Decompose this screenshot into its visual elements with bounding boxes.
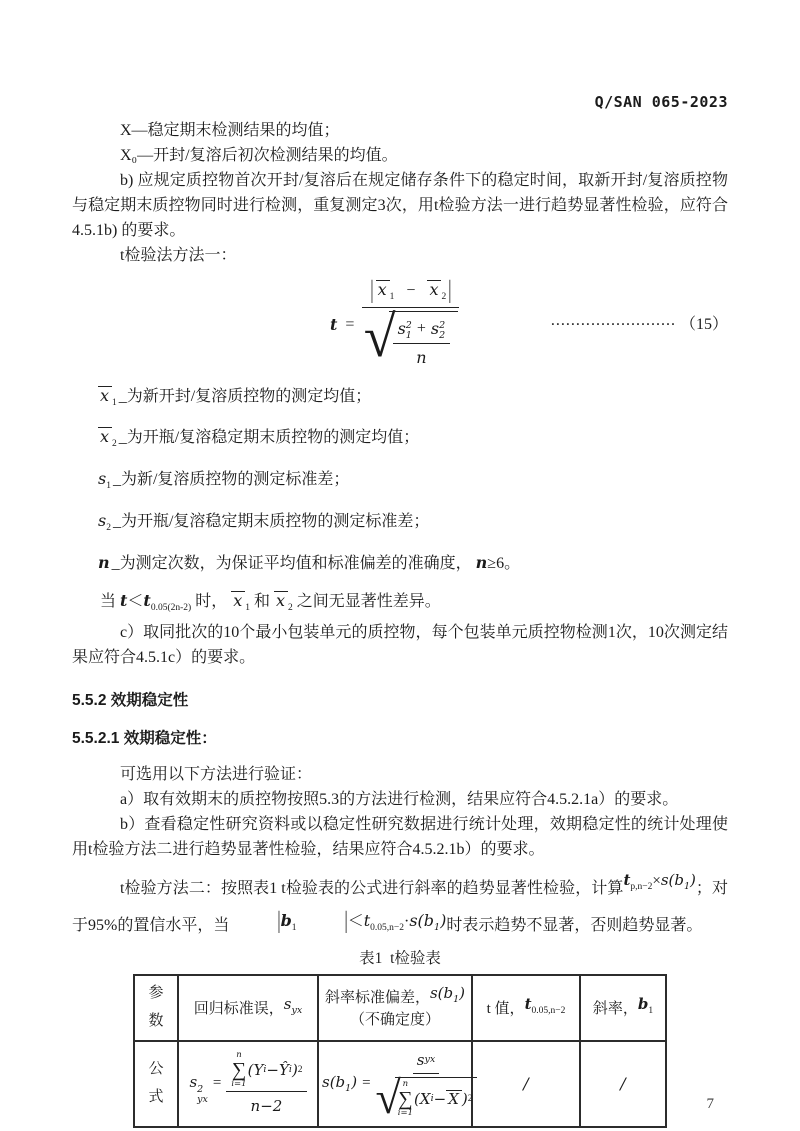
definition-s1: $s_1$ _为新/复溶质控物的测定标准差； — [98, 469, 350, 492]
paragraph-x-mean: X—稳定期末检测结果的均值； — [120, 122, 340, 139]
dotted-leader: ························· — [550, 316, 676, 331]
fraction — [362, 278, 459, 370]
equals-sign: = — [212, 1075, 222, 1092]
denominator-sqrt — [363, 304, 458, 370]
x2-bar: x — [427, 280, 441, 299]
cell-syx-formula: s 2 yx = n ∑ i=1 ( Y i − Ŷ i ) 2 n−2 — [178, 1041, 318, 1127]
var-s2: s — [98, 511, 107, 530]
definition-x1: x $_1$ _为新开封/复溶质控物的测定均值； — [100, 386, 372, 409]
paragraph-verify: 可选用以下方法进行验证： — [120, 766, 313, 783]
radical-sign: √ — [375, 1072, 401, 1123]
numerator-abs-x1-minus-x2: | x $_1$ − x $_2$ | — [362, 278, 459, 308]
square-root — [375, 1072, 477, 1123]
less-than-sign: ＜ — [127, 593, 144, 610]
radical-sign: √ — [363, 304, 396, 369]
header-cell-syx: 回归标准误，$s_{yx}$ — [178, 975, 318, 1041]
var-t-crit: t — [143, 591, 151, 610]
inline-math-b1-criterion: $|b_1$ $|<t_{0.05,n-2}\cdot s(b_1)$ — [229, 913, 446, 930]
cell-tvalue-slash: / — [472, 1041, 580, 1127]
table-formula-row — [134, 1041, 666, 1127]
var-n: n — [475, 553, 488, 572]
formula-number: （15） — [679, 315, 728, 333]
formula-15-expression — [330, 278, 459, 370]
paragraph-item-c: c）取同批次的10个最小包装单元的质控物，每个包装单元质控物检测1次，10次测定结果应符合4.5.1c）的要求。 — [72, 624, 728, 666]
heading-5-5-2-1: 5.5.2.1 效期稳定性： — [72, 730, 217, 747]
definition-n: n _为测定次数，为保证平均值和标准偏差的准确度， n≥6。 — [98, 553, 521, 572]
radicand: n ∑ i=1 ( X i − X ) 2 — [395, 1077, 477, 1119]
paragraph-item-b2: b）查看稳定性研究资料或以稳定性研究数据进行统计处理，效期稳定性的统计处理使用t检验方法二进行趋势显著性检验，结果应符合4.5.2.1b）的要求。 — [72, 816, 728, 858]
var-n: n — [98, 553, 110, 572]
cdot-sign: · — [404, 913, 410, 930]
formula-leader — [551, 312, 728, 337]
less-than-sign: ＜ — [347, 913, 364, 930]
header-cell-sb1-note: （不确定度） — [349, 1011, 440, 1028]
summation: n ∑ i=1 — [397, 1079, 414, 1119]
abs-bar: | — [370, 277, 374, 304]
summation: n ∑ i=1 — [231, 1049, 247, 1089]
header-cell-sb1: 斜率标准偏差，$s(b_1)$ （不确定度） — [318, 975, 472, 1041]
paragraph-t-method1: t检验法方法一： — [120, 247, 237, 264]
var-t: t — [120, 591, 128, 610]
cell-slope-slash: / — [580, 1041, 666, 1127]
radicand — [389, 311, 459, 370]
plus-sign: + — [416, 320, 426, 337]
equals-sign: = — [345, 315, 355, 333]
conclusion-line: 当 $t<t_{0.05(2n-2)}$ 时， x $_1$ 和 x $_2$ 之间无显著性差异。 — [100, 591, 441, 614]
symbol-definitions — [72, 384, 728, 577]
page-number: 7 — [706, 1096, 714, 1112]
paragraph-t-method2: t检验方法二：按照表1 t检验表的公式进行斜率的趋势显著性检验，计算$t_{p,n-2}\times s(b_1)$；对于95%的置信水平，当 $|b_1$ $|<t_{0.05,n-2}\cdot s(b_1)$时表示趋势不显著，否则趋势显著。 — [72, 870, 728, 944]
t-test-table — [133, 974, 667, 1128]
inline-math-tpn2: $t_{p,n-2}\times s(b_1)$ — [623, 871, 696, 892]
cell-sb1-formula: $s(b_1)$ = s yx √ n ∑ i=1 ( X i − X ) 2 — [318, 1041, 472, 1127]
header-cell-slope: 斜率，$b_1$ — [580, 975, 666, 1041]
header-cell-tvalue: t 值，$t_{0.05,n-2}$ — [472, 975, 580, 1041]
paragraph-item-a2: a）取有效期末的质控物按照5.3的方法进行检测，结果应符合4.5.2.1a）的要求。 — [120, 791, 679, 808]
abs-bar: | — [277, 908, 281, 934]
inner-fraction: s 2 1 + s 2 2 n — [393, 316, 451, 370]
heading-5-5-2: 5.5.2 效期稳定性 — [72, 692, 189, 709]
x1-bar: x — [376, 280, 390, 299]
formula-15 — [72, 276, 728, 372]
row-label-formula: 公式 — [134, 1041, 178, 1127]
definition-s2: $s_2$ _为开瓶/复溶稳定期末质控物的测定标准差； — [98, 511, 430, 534]
table-header-row — [134, 975, 666, 1041]
minus-sign: − — [406, 282, 416, 299]
x1-bar: x — [98, 386, 112, 405]
var-s1: s — [397, 319, 406, 338]
square-root — [363, 304, 458, 370]
var-t: t — [330, 314, 338, 334]
var-s2: s — [430, 319, 440, 338]
x1-bar: x — [231, 591, 245, 610]
var-n: n — [416, 348, 427, 367]
abs-bar: | — [448, 277, 452, 304]
header-cell-param: 参数 — [134, 975, 178, 1041]
paragraph-x0-mean: X₀—开封/复溶后初次检测结果的均值。 — [120, 147, 398, 164]
x2-bar: x — [98, 427, 112, 446]
x-capital-bar: X — [446, 1090, 462, 1108]
equals-sign: = — [362, 1075, 371, 1092]
paragraph-item-b: b) 应规定质控物首次开封/复溶后在规定储存条件下的稳定时间，取新开封/复溶质控物与稳定期末质控物同时进行检测，重复测定3次，用t检验方法一进行趋势显著性检验，应符合4.5.1b) 的要求。 — [72, 172, 728, 239]
doc-code: Q/SAN 065-2023 — [594, 93, 728, 111]
table-caption: 表1 t检验表 — [359, 950, 441, 967]
x2-bar: x — [274, 591, 288, 610]
var-s1: s — [98, 469, 107, 488]
abs-bar: | — [344, 908, 348, 934]
definition-x2: x $_2$ _为开瓶/复溶稳定期末质控物的测定均值； — [100, 427, 420, 450]
times-sign: × — [652, 873, 661, 889]
